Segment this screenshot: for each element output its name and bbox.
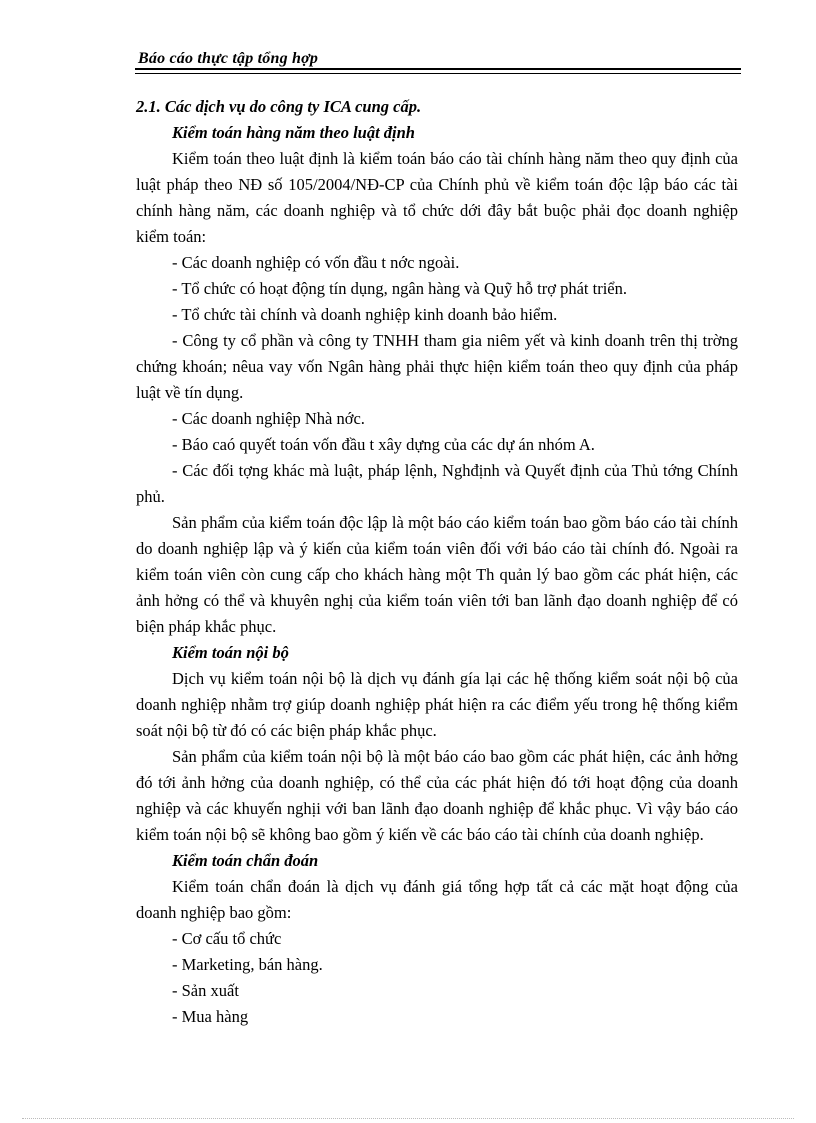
list-item-paragraph: - Công ty cổ phần và công ty TNHH tham gia niêm yết và kinh doanh trên thị trờng chứng khoán; nêua vay vốn Ngân hàng phải thực hiện kiểm toán theo quy định của pháp luật về tín dụng. <box>136 331 738 402</box>
subsection-heading: Kiểm toán chẩn đoán <box>172 851 319 870</box>
section-heading: 2.1. Các dịch vụ do công ty ICA cung cấp. <box>136 97 422 116</box>
page-header <box>135 48 741 74</box>
list-item: - Mua hàng <box>172 1007 249 1026</box>
paragraph: Kiểm toán chẩn đoán là dịch vụ đánh giá tổng hợp tất cả các mặt hoạt động của doanh nghiệp bao gồm: <box>136 877 738 922</box>
list-item: - Các doanh nghiệp có vốn đầu t nớc ngoài. <box>172 253 460 272</box>
document-body <box>136 94 738 1030</box>
list-item: - Tổ chức tài chính và doanh nghiệp kinh doanh bảo hiểm. <box>172 305 558 324</box>
list-item-paragraph: - Các đối tợng khác mà luật, pháp lệnh, Nghđịnh và Quyết định của Thủ tớng Chính phủ. <box>136 461 738 506</box>
header-rule-thin <box>135 73 741 74</box>
subsection-heading: Kiểm toán nội bộ <box>172 643 289 662</box>
list-item: - Marketing, bán hàng. <box>172 955 323 974</box>
subsection-heading: Kiểm toán hàng năm theo luật định <box>172 123 415 142</box>
header-title: Báo cáo thực tập tổng hợp <box>138 50 319 67</box>
paragraph: Kiểm toán theo luật định là kiểm toán báo cáo tài chính hàng năm theo quy định của luật pháp theo NĐ số 105/2004/NĐ-CP của Chính phủ về kiểm toán độc lập báo các tài chính hàng năm, các doanh nghiệp và tổ chức dới đây bắt buộc phải đọc doanh nghiệp kiểm toán: <box>136 149 738 246</box>
list-item: - Báo caó quyết toán vốn đầu t xây dựng của các dự án nhóm A. <box>172 435 595 454</box>
list-item: - Cơ cấu tổ chức <box>172 929 282 948</box>
paragraph: Sản phẩm của kiểm toán nội bộ là một báo cáo bao gồm các phát hiện, các ảnh hởng đó tới ảnh hởng của doanh nghiệp, có thể của các phát hiện đó tới hoạt động của doanh nghiệp và các khuyến nghịi với ban lãnh đạo doanh nghiệp để khắc phục. Vì vậy báo cáo kiểm toán nội bộ sẽ không bao gồm ý kiến về các báo cáo tài chính của doanh nghiệp. <box>136 747 738 844</box>
footer-dotted-line <box>22 1118 794 1119</box>
header-rule-thick <box>135 68 741 70</box>
list-item: - Tổ chức có hoạt động tín dụng, ngân hàng và Quỹ hỗ trợ phát triển. <box>172 279 627 298</box>
list-item: - Các doanh nghiệp Nhà nớc. <box>172 409 365 428</box>
paragraph: Sản phẩm của kiểm toán độc lập là một báo cáo kiểm toán bao gồm báo cáo tài chính do doanh nghiệp lập và ý kiến của kiểm toán viên đối với báo cáo tài chính đó. Ngoài ra kiểm toán viên còn cung cấp cho khách hàng một Th quản lý bao gồm các phát hiện, các ảnh hởng có thể và khuyên nghị của kiểm toán viên tới ban lãnh đạo doanh nghiệp để có biện pháp khắc phục. <box>136 513 738 636</box>
list-item: - Sản xuất <box>172 981 239 1000</box>
paragraph: Dịch vụ kiểm toán nội bộ là dịch vụ đánh gía lại các hệ thống kiểm soát nội bộ của doanh nghiệp nhằm trợ giúp doanh nghiệp phát hiện ra các điểm yếu trong hệ thống kiểm soát nội bộ từ đó có các biện pháp khắc phục. <box>136 669 738 740</box>
